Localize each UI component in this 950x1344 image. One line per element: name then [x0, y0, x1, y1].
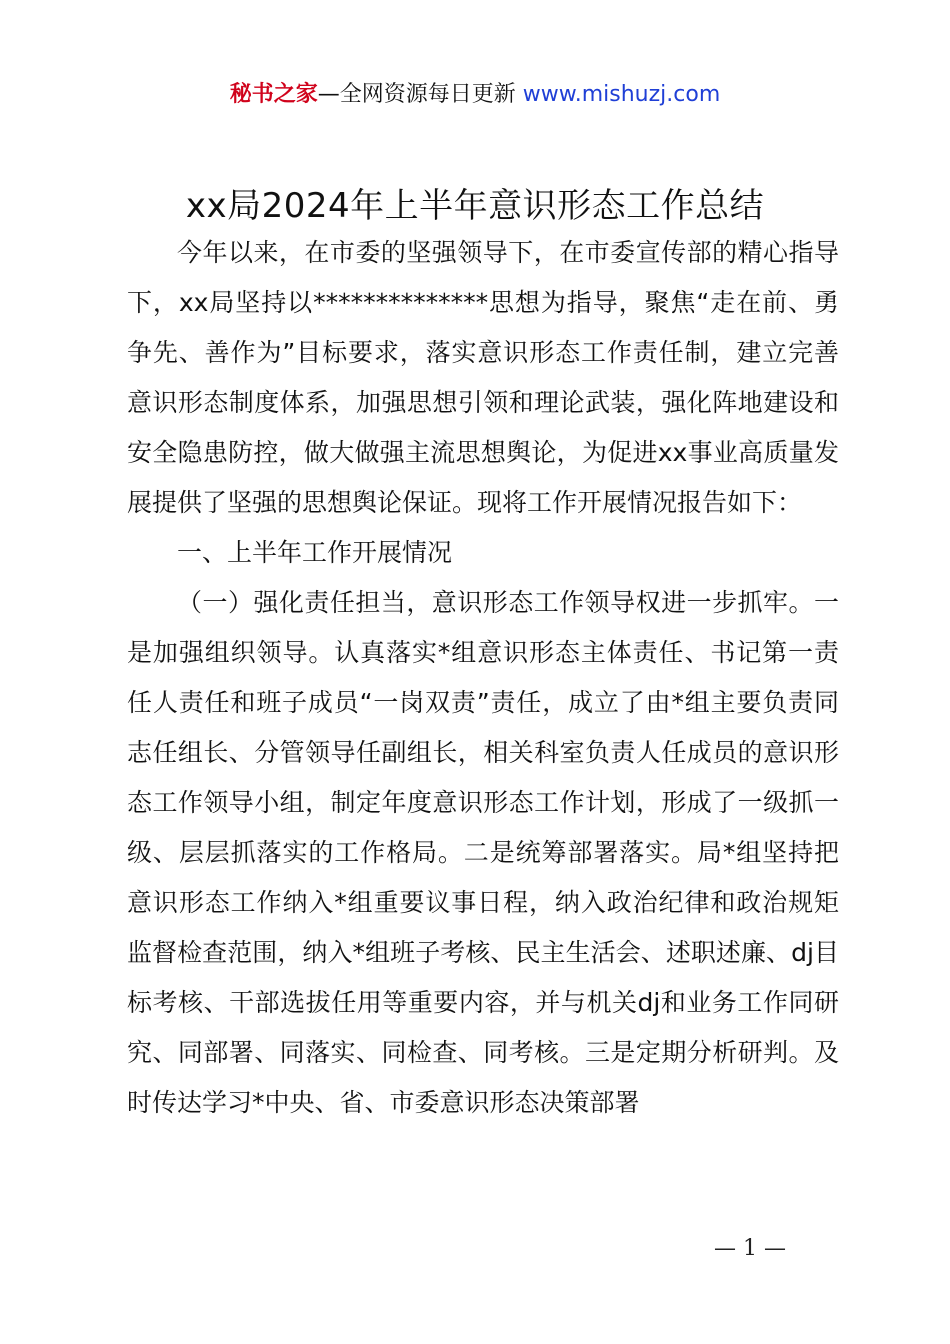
site-tagline: —全网资源每日更新: [317, 82, 516, 107]
body-paragraph: （一）强化责任担当，意识形态工作领导权进一步抓牢。一是加强组织领导。认真落实*组意识形态主体责任、书记第一责任人责任和班子成员“一岗双责”责任，成立了由*组主要负责同志任组长、分管领导任副组长，相关科室负责人任成员的意识形态工作领导小组，制定年度意识形态工作计划，形成了一级抓一级、层层抓落实的工作格局。二是统筹部署落实。局*组坚持把意识形态工作纳入*组重要议事日程，纳入政治纪律和政治规矩监督检查范围，纳入*组班子考核、民主生活会、述职述廉、dj目标考核、干部选拔任用等重要内容，并与机关dj和业务工作同研究、同部署、同落实、同检查、同考核。三是定期分析研判。及时传达学习*中央、省、市委意识形态决策部署: [127, 588, 839, 1117]
document-title: xx局2024年上半年意识形态工作总结: [185, 186, 765, 226]
intro-paragraph: 今年以来，在市委的坚强领导下，在市委宣传部的精心指导下，xx局坚持以**************思想为指导，聚焦“走在前、勇争先、善作为”目标要求，落实意识形态工作责任制，建立完善意识形态制度体系，加强思想引领和理论武装，强化阵地建设和安全隐患防控，做大做强主流思想舆论，为促进xx事业高质量发展提供了坚强的思想舆论保证。现将工作开展情况报告如下：: [127, 238, 839, 517]
section-heading: 一、上半年工作开展情况: [177, 538, 453, 567]
site-watermark-header: [0, 80, 950, 110]
document-body: [127, 228, 839, 1128]
page-number: — 1 —: [714, 1236, 786, 1261]
site-url: www.mishuzj.com: [522, 82, 721, 107]
site-brand: 秘书之家: [229, 82, 318, 107]
